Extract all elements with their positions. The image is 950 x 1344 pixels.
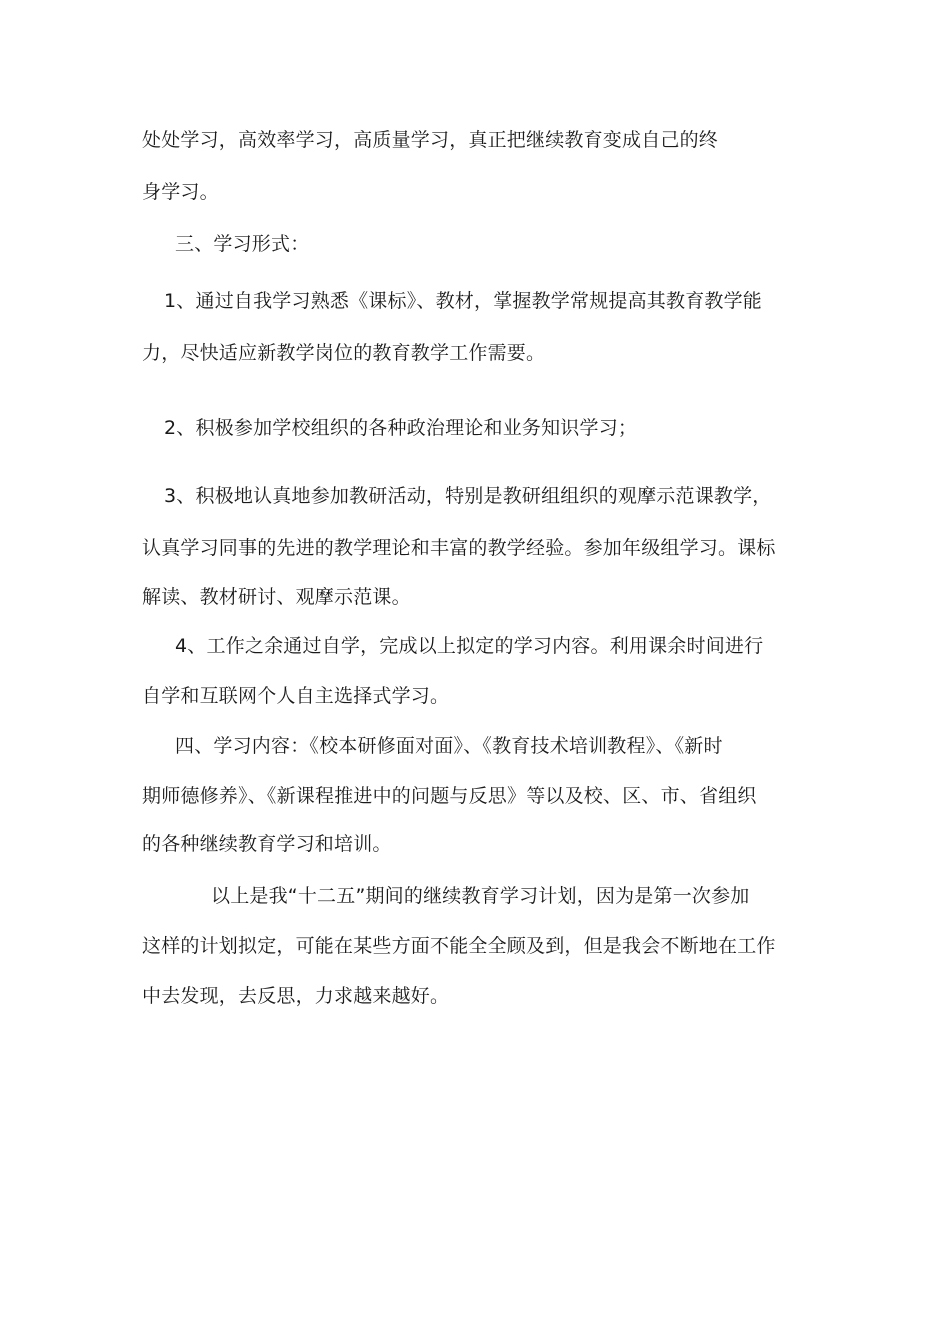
- paragraph-line: 解读、教材研讨、观摩示范课。: [142, 586, 411, 608]
- paragraph-line: 认真学习同事的先进的教学理论和丰富的教学经验。参加年级组学习。课标: [142, 537, 776, 559]
- list-item-1: 1、通过自我学习熟悉《课标》、教材，掌握教学常规提高其教育教学能: [164, 290, 762, 312]
- paragraph-line: 这样的计划拟定，可能在某些方面不能全全顾及到，但是我会不断地在工作: [142, 935, 776, 957]
- section-heading-learning-content: 四、学习内容：《校本研修面对面》、《教育技术培训教程》、《新时: [175, 735, 723, 757]
- paragraph-line: 期师德修养》、《新课程推进中的问题与反思》等以及校、区、市、省组织: [142, 785, 757, 807]
- list-item-2: 2、积极参加学校组织的各种政治理论和业务知识学习；: [164, 417, 638, 439]
- paragraph-line: 身学习。: [142, 181, 219, 203]
- paragraph-line: 力，尽快适应新教学岗位的教育教学工作需要。: [142, 342, 546, 364]
- list-item-3: 3、积极地认真地参加教研活动，特别是教研组组织的观摩示范课教学，: [164, 485, 772, 507]
- list-item-4: 4、工作之余通过自学，完成以上拟定的学习内容。利用课余时间进行: [175, 635, 764, 657]
- paragraph-line: 自学和互联网个人自主选择式学习。: [142, 685, 450, 707]
- paragraph-line: 中去发现，去反思，力求越来越好。: [142, 985, 450, 1007]
- conclusion-line: 以上是我“十二五”期间的继续教育学习计划，因为是第一次参加: [211, 885, 750, 907]
- paragraph-line: 的各种继续教育学习和培训。: [142, 833, 392, 855]
- section-heading-learning-form: 三、学习形式：: [175, 233, 310, 255]
- paragraph-line: 处处学习，高效率学习，高质量学习，真正把继续教育变成自己的终: [142, 129, 719, 151]
